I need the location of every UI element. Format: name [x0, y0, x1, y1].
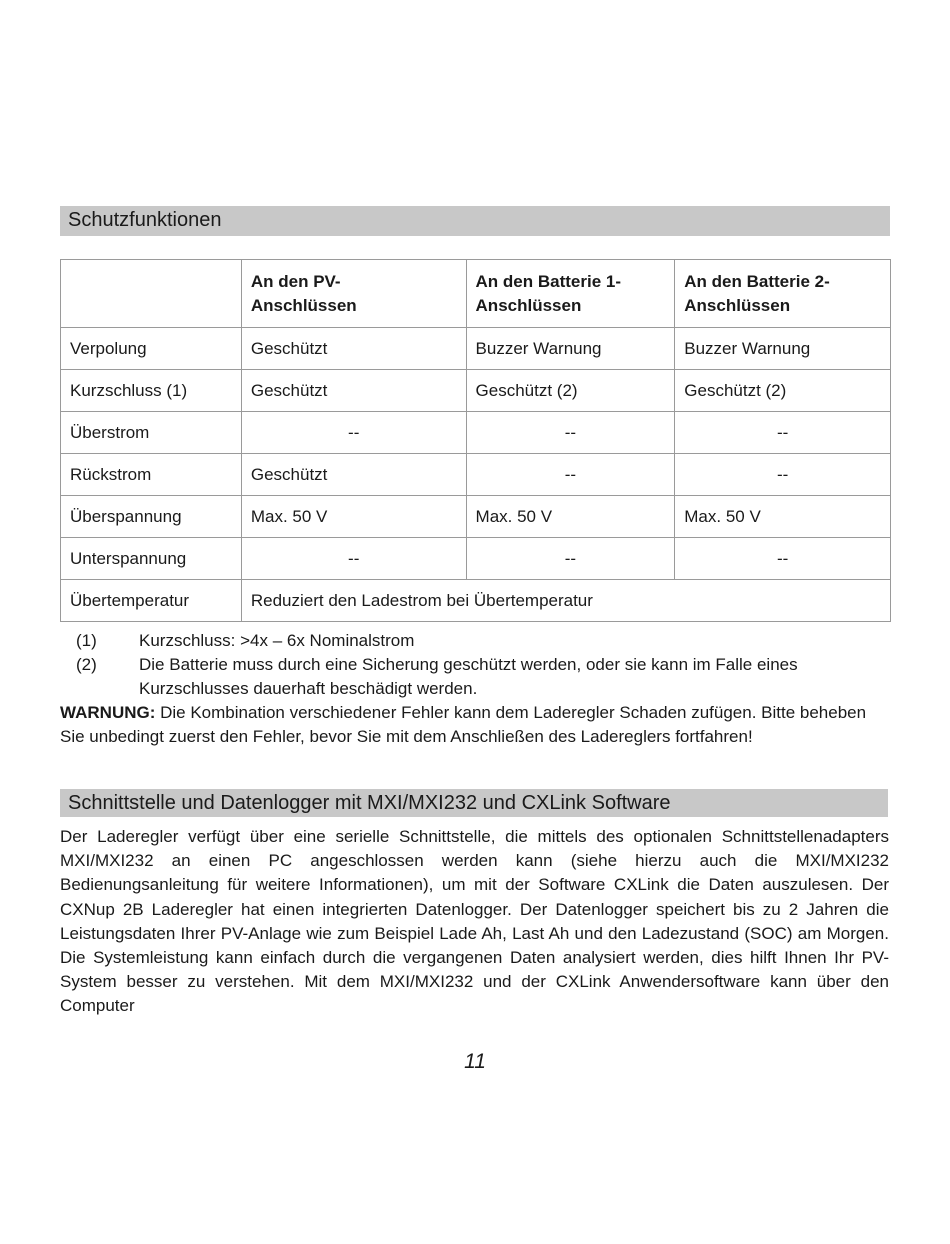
footnote-text: Kurzschluss: >4x – 6x Nominalstrom [139, 631, 415, 650]
cell: Max. 50 V [675, 496, 891, 538]
footnote-number: (1) [76, 631, 97, 650]
header-battery-1: An den Batterie 1- Anschlüssen [466, 260, 675, 328]
row-label: Überstrom [61, 412, 242, 454]
header-pv: An den PV- Anschlüssen [241, 260, 466, 328]
cell: Max. 50 V [466, 496, 675, 538]
cell: -- [675, 454, 891, 496]
footnote-text: Die Batterie muss durch eine Sicherung geschützt werden, oder sie kann im Falle eines Kurzschlusses dauerhaft beschädigt werden. [139, 655, 798, 698]
table-header-row [61, 260, 891, 328]
cell: Geschützt [241, 454, 466, 496]
cell: Geschützt (2) [675, 370, 891, 412]
table-row [61, 412, 891, 454]
cell: -- [466, 538, 675, 580]
cell: -- [675, 412, 891, 454]
warning-text: Die Kombination verschiedener Fehler kann dem Laderegler Schaden zufügen. Bitte beheben Sie unbedingt zuerst den Fehler, bevor Sie mit dem Anschließen des Ladereglers fortfahren! [60, 703, 867, 746]
section-heading-schutzfunktionen: Schutzfunktionen [60, 206, 890, 236]
warning-paragraph [60, 701, 895, 749]
cell: -- [675, 538, 891, 580]
cell-merged: Reduziert den Ladestrom bei Übertemperatur [241, 580, 890, 622]
footnotes [60, 629, 895, 749]
table-row [61, 454, 891, 496]
protection-table [60, 259, 891, 622]
cell: Geschützt (2) [466, 370, 675, 412]
section-heading-schnittstelle: Schnittstelle und Datenlogger mit MXI/MXI232 und CXLink Software [60, 789, 888, 817]
footnote-number: (2) [76, 655, 97, 674]
row-label: Kurzschluss (1) [61, 370, 242, 412]
footnote [60, 653, 895, 701]
table-row [61, 370, 891, 412]
footnote [60, 629, 895, 653]
row-label: Verpolung [61, 328, 242, 370]
row-label: Übertemperatur [61, 580, 242, 622]
cell: Max. 50 V [241, 496, 466, 538]
header-empty [61, 260, 242, 328]
cell: Buzzer Warnung [466, 328, 675, 370]
warning-label: WARNUNG: [60, 703, 156, 722]
cell: -- [466, 454, 675, 496]
cell: Geschützt [241, 328, 466, 370]
row-label: Unterspannung [61, 538, 242, 580]
row-label: Rückstrom [61, 454, 242, 496]
cell: -- [241, 538, 466, 580]
body-paragraph: Der Laderegler verfügt über eine serielle Schnittstelle, die mittels des optionalen Schnittstellenadapters MXI/MXI232 an einen PC angeschlossen werden kann (siehe hierzu auch die MXI/MXI232 Bedienungsanleitung für weitere Informationen), um mit der Software CXLink die Daten auszulesen. Der CXNup 2B Laderegler hat einen integrierten Datenlogger. Der Datenlogger speichert bis zu 2 Jahren die Leistungsdaten Ihrer PV-Anlage wie zum Beispiel Lade Ah, Last Ah und den Ladezustand (SOC) am Morgen. Die Systemleistung kann einfach durch die vergangenen Daten analysiert werden, dies hilft Ihnen Ihr PV-System besser zu verstehen. Mit dem MXI/MXI232 und der CXLink Anwendersoftware kann über den Computer [60, 827, 889, 1016]
cell: Buzzer Warnung [675, 328, 891, 370]
page-number: 11 [464, 1050, 486, 1073]
cell: Geschützt [241, 370, 466, 412]
table-row [61, 328, 891, 370]
cell: -- [466, 412, 675, 454]
table-row [61, 538, 891, 580]
header-battery-2: An den Batterie 2- Anschlüssen [675, 260, 891, 328]
table-row [61, 496, 891, 538]
row-label: Überspannung [61, 496, 242, 538]
table-row [61, 580, 891, 622]
cell: -- [241, 412, 466, 454]
